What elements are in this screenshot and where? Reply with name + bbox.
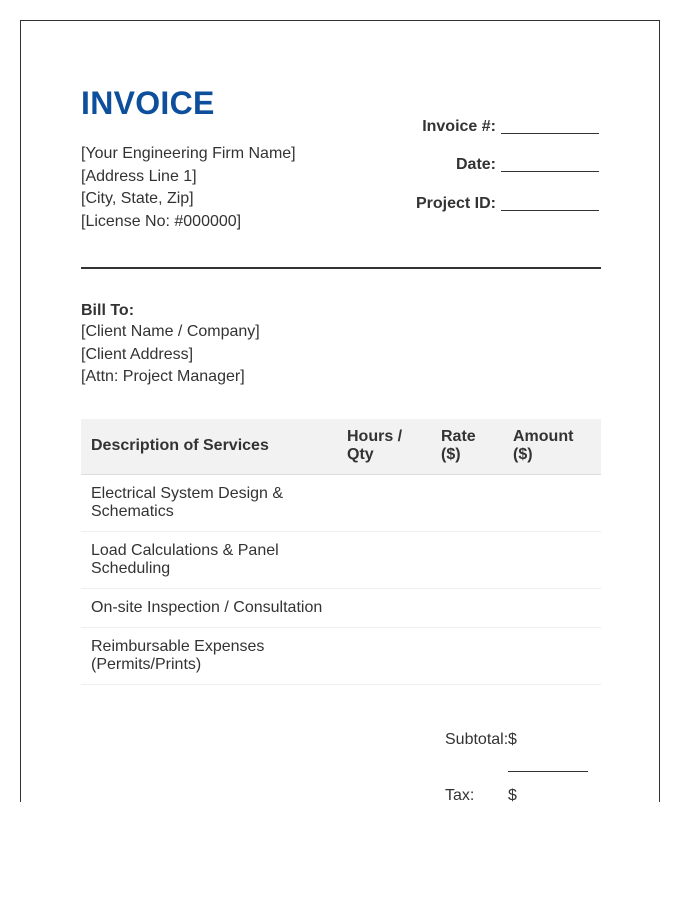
date-row <box>299 136 599 175</box>
invoice-number-label: Invoice #: <box>422 117 496 135</box>
invoice-number-row <box>299 97 599 136</box>
tax-row <box>445 787 517 802</box>
bill-to-details <box>81 321 260 389</box>
firm-info <box>81 143 296 233</box>
project-id-row <box>299 174 599 213</box>
date-field[interactable] <box>501 155 599 172</box>
firm-city-state-zip: [City, State, Zip] <box>81 190 194 207</box>
project-id-field[interactable] <box>501 194 599 211</box>
tax-value[interactable]: $ <box>508 787 517 802</box>
subtotal-label: Subtotal: <box>445 731 509 748</box>
bill-to-label: Bill To: <box>81 302 135 319</box>
subtotal-value[interactable]: $ <box>508 731 517 748</box>
service-amount[interactable] <box>503 475 601 532</box>
header-divider <box>81 267 601 269</box>
service-hours-qty[interactable] <box>337 628 431 685</box>
service-description: Reimbursable Expenses (Permits/Prints) <box>81 628 337 685</box>
client-name: [Client Name / Company] <box>81 323 260 340</box>
firm-license: [License No: #000000] <box>81 212 242 230</box>
table-row <box>81 628 601 685</box>
firm-name: [Your Engineering Firm Name] <box>81 145 296 162</box>
service-rate[interactable] <box>431 628 503 685</box>
column-header-description: Description of Services <box>81 419 337 475</box>
service-rate[interactable] <box>431 589 503 628</box>
invoice-meta <box>299 97 599 213</box>
date-label: Date: <box>455 156 496 173</box>
project-id-label: Project ID: <box>415 194 496 212</box>
service-rate[interactable] <box>431 532 503 589</box>
service-amount[interactable] <box>503 589 601 628</box>
subtotal-row <box>445 731 517 753</box>
invoice-number-field[interactable] <box>501 117 599 134</box>
service-description: Electrical System Design & Schematics <box>81 475 337 532</box>
table-row <box>81 475 601 532</box>
invoice-sheet <box>20 20 660 802</box>
column-header-hours-qty: Hours / Qty <box>337 419 431 475</box>
table-header-row <box>81 419 601 475</box>
service-description: Load Calculations & Panel Scheduling <box>81 532 337 589</box>
column-header-rate: Rate ($) <box>431 419 503 475</box>
invoice-title: INVOICE <box>81 85 215 121</box>
service-rate[interactable] <box>431 475 503 532</box>
tax-label: Tax: <box>445 787 475 802</box>
service-amount[interactable] <box>503 628 601 685</box>
table-row <box>81 532 601 589</box>
services-table <box>81 419 601 685</box>
service-hours-qty[interactable] <box>337 589 431 628</box>
service-hours-qty[interactable] <box>337 475 431 532</box>
service-hours-qty[interactable] <box>337 532 431 589</box>
firm-address: [Address Line 1] <box>81 167 197 185</box>
service-amount[interactable] <box>503 532 601 589</box>
service-description: On-site Inspection / Consultation <box>81 589 337 628</box>
table-row <box>81 589 601 628</box>
client-address: [Client Address] <box>81 345 194 363</box>
column-header-amount: Amount ($) <box>503 419 601 475</box>
client-attn: [Attn: Project Manager] <box>81 368 245 385</box>
subtotal-underline <box>508 771 588 772</box>
